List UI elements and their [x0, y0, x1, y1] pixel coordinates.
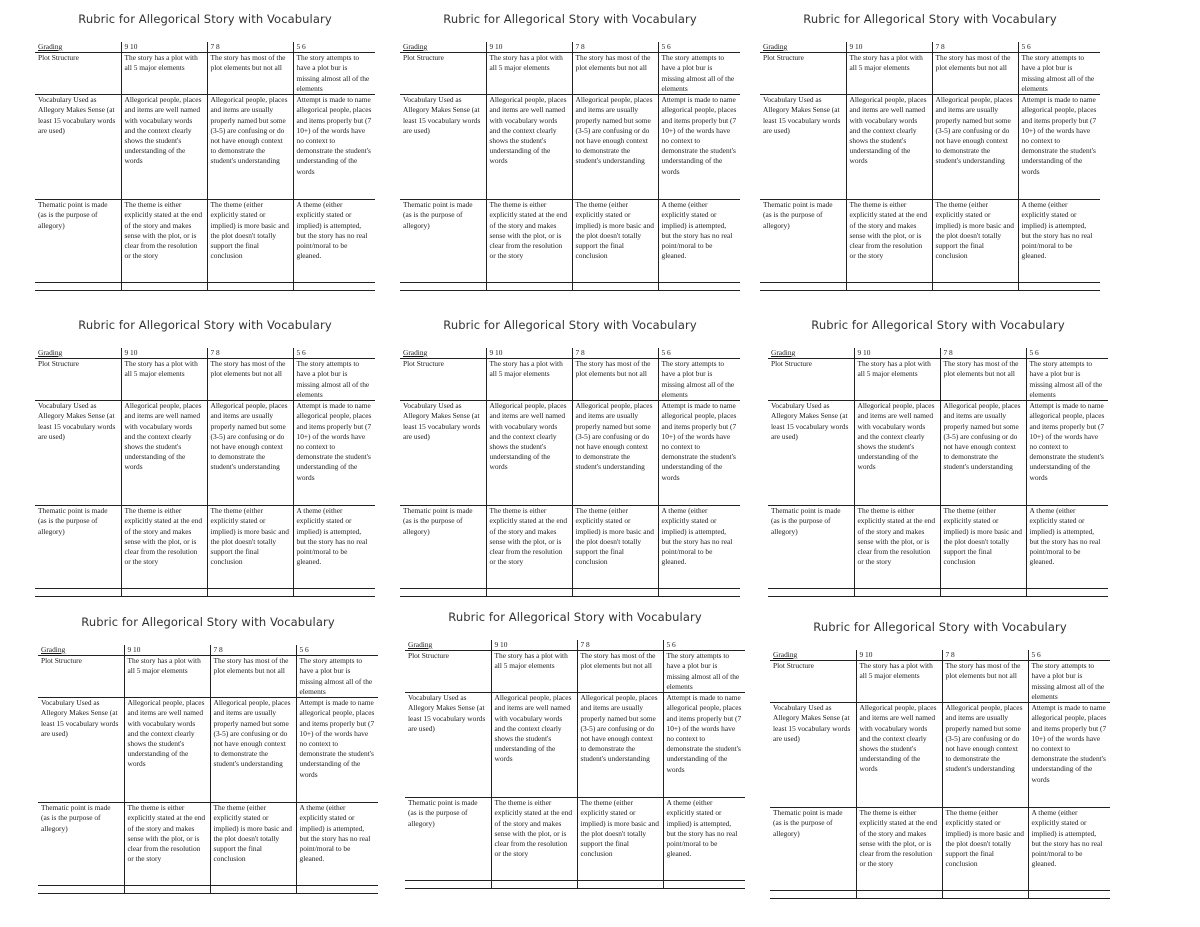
score-cell-9-10: Allegorical people, places and items are well named with vocabulary words and the context clearly shows the student's understanding of the words	[486, 95, 572, 200]
criterion-cell: Plot Structure	[770, 661, 856, 703]
rubric-row-plot-structure	[400, 53, 740, 95]
score-cell-9-10: Allegorical people, places and items are well named with vocabulary words and the context clearly shows the student's understanding of the words	[486, 401, 572, 506]
rubric-header-row	[400, 42, 740, 53]
score-cell-5-6: A theme (either explicitly stated or implied) is attempted, but the story has no real point/moral to be gleaned.	[296, 803, 378, 886]
rubric-row-plot-structure	[768, 359, 1108, 401]
header-9-10: 9 10	[854, 348, 940, 359]
rubric-row-plot-structure	[38, 656, 378, 698]
empty-cell	[400, 589, 486, 597]
empty-cell	[121, 589, 207, 597]
criterion-cell: Thematic point is made (as is the purpose of allegory)	[405, 798, 491, 881]
score-cell-5-6: The story attempts to have a plot bur is missing almost all of the elements	[1026, 359, 1108, 401]
header-5-6: 5 6	[293, 42, 375, 53]
score-cell-9-10: The theme is either explicitly stated at the end of the story and makes sense with the plot, or is clear from the resolution or the story	[854, 506, 940, 589]
header-5-6: 5 6	[658, 348, 740, 359]
score-cell-7-8: The story has most of the plot elements but not all	[210, 656, 296, 698]
rubric-row-plot-structure	[405, 651, 745, 693]
rubric-row-thematic-point	[400, 200, 740, 283]
rubric-panel	[770, 620, 1110, 899]
rubric-row-vocabulary	[770, 703, 1110, 808]
rubric-table	[35, 42, 375, 291]
score-cell-7-8: Allegorical people, places and items are usually properly named but some (3-5) are confusing or do not have enough context to demonstrate the student's understanding	[572, 401, 658, 506]
empty-cell	[856, 891, 942, 899]
score-cell-9-10: Allegorical people, places and items are well named with vocabulary words and the context clearly shows the student's understanding of the words	[121, 95, 207, 200]
rubric-title: Rubric for Allegorical Story with Vocabulary	[813, 620, 1067, 634]
score-cell-5-6: A theme (either explicitly stated or implied) is attempted, but the story has no real point/moral to be gleaned.	[293, 200, 375, 283]
header-9-10: 9 10	[486, 348, 572, 359]
rubric-title: Rubric for Allegorical Story with Vocabulary	[443, 12, 697, 26]
criterion-cell: Plot Structure	[38, 656, 124, 698]
header-7-8: 7 8	[207, 42, 293, 53]
empty-cell	[846, 283, 932, 291]
header-9-10: 9 10	[124, 645, 210, 656]
score-cell-9-10: The story has a plot with all 5 major elements	[854, 359, 940, 401]
score-cell-9-10: The theme is either explicitly stated at the end of the story and makes sense with the plot, or is clear from the resolution or the story	[486, 200, 572, 283]
rubric-empty-row	[770, 891, 1110, 899]
rubric-row-vocabulary	[38, 698, 378, 803]
empty-cell	[1026, 589, 1108, 597]
header-5-6: 5 6	[1026, 348, 1108, 359]
empty-cell	[400, 283, 486, 291]
score-cell-5-6: Attempt is made to name allegorical people, places and items properly but (7 10+) of the words have no context to demonstrate the student's understanding of the words	[1018, 95, 1100, 200]
rubric-title: Rubric for Allegorical Story with Vocabulary	[443, 318, 697, 332]
criterion-cell: Plot Structure	[400, 53, 486, 95]
score-cell-9-10: The story has a plot with all 5 major elements	[121, 359, 207, 401]
empty-cell	[121, 283, 207, 291]
score-cell-5-6: A theme (either explicitly stated or implied) is attempted, but the story has no real point/moral to be gleaned.	[293, 506, 375, 589]
header-grading: Grading	[35, 348, 121, 359]
rubric-header-row	[760, 42, 1100, 53]
score-cell-5-6: Attempt is made to name allegorical people, places and items properly but (7 10+) of the words have no context to demonstrate the student's understanding of the words	[296, 698, 378, 803]
rubric-row-thematic-point	[35, 200, 375, 283]
header-9-10: 9 10	[121, 348, 207, 359]
rubric-row-thematic-point	[760, 200, 1100, 283]
criterion-cell: Vocabulary Used as Allegory Makes Sense (at least 15 vocabulary words are used)	[35, 401, 121, 506]
rubric-table	[760, 42, 1100, 291]
criterion-cell: Thematic point is made (as is the purpose of allegory)	[38, 803, 124, 886]
score-cell-7-8: The theme (either explicitly stated or implied) is more basic and the plot doesn't totally support the final conclusion	[210, 803, 296, 886]
header-5-6: 5 6	[296, 645, 378, 656]
rubric-empty-row	[35, 283, 375, 291]
score-cell-7-8: The theme (either explicitly stated or implied) is more basic and the plot doesn't totally support the final conclusion	[572, 200, 658, 283]
score-cell-9-10: Allegorical people, places and items are well named with vocabulary words and the context clearly shows the student's understanding of the words	[124, 698, 210, 803]
criterion-cell: Plot Structure	[35, 359, 121, 401]
rubric-header-row	[35, 42, 375, 53]
rubric-row-plot-structure	[770, 661, 1110, 703]
header-grading: Grading	[768, 348, 854, 359]
score-cell-5-6: A theme (either explicitly stated or implied) is attempted, but the story has no real point/moral to be gleaned.	[1018, 200, 1100, 283]
rubric-row-thematic-point	[35, 506, 375, 589]
score-cell-5-6: The story attempts to have a plot bur is missing almost all of the elements	[663, 651, 745, 693]
score-cell-9-10: The theme is either explicitly stated at the end of the story and makes sense with the plot, or is clear from the resolution or the story	[124, 803, 210, 886]
empty-cell	[296, 886, 378, 894]
score-cell-7-8: The theme (either explicitly stated or implied) is more basic and the plot doesn't totally support the final conclusion	[940, 506, 1026, 589]
criterion-cell: Vocabulary Used as Allegory Makes Sense (at least 15 vocabulary words are used)	[38, 698, 124, 803]
empty-cell	[207, 589, 293, 597]
header-5-6: 5 6	[658, 42, 740, 53]
score-cell-7-8: Allegorical people, places and items are usually properly named but some (3-5) are confusing or do not have enough context to demonstrate the student's understanding	[207, 95, 293, 200]
criterion-cell: Plot Structure	[405, 651, 491, 693]
header-grading: Grading	[770, 650, 856, 661]
score-cell-5-6: A theme (either explicitly stated or implied) is attempted, but the story has no real point/moral to be gleaned.	[663, 798, 745, 881]
rubric-panel	[400, 318, 740, 597]
rubric-empty-row	[38, 886, 378, 894]
rubric-header-row	[38, 645, 378, 656]
rubric-row-thematic-point	[405, 798, 745, 881]
score-cell-5-6: Attempt is made to name allegorical people, places and items properly but (7 10+) of the words have no context to demonstrate the student's understanding of the words	[1026, 401, 1108, 506]
rubric-title: Rubric for Allegorical Story with Vocabulary	[78, 12, 332, 26]
empty-cell	[405, 881, 491, 889]
criterion-cell: Plot Structure	[400, 359, 486, 401]
header-7-8: 7 8	[210, 645, 296, 656]
score-cell-5-6: Attempt is made to name allegorical people, places and items properly but (7 10+) of the words have no context to demonstrate the student's understanding of the words	[663, 693, 745, 798]
score-cell-7-8: The story has most of the plot elements but not all	[572, 359, 658, 401]
empty-cell	[577, 881, 663, 889]
score-cell-5-6: The story attempts to have a plot bur is missing almost all of the elements	[658, 53, 740, 95]
score-cell-9-10: The theme is either explicitly stated at the end of the story and makes sense with the plot, or is clear from the resolution or the story	[856, 808, 942, 891]
header-9-10: 9 10	[856, 650, 942, 661]
empty-cell	[932, 283, 1018, 291]
criterion-cell: Vocabulary Used as Allegory Makes Sense (at least 15 vocabulary words are used)	[770, 703, 856, 808]
rubric-table	[768, 348, 1108, 597]
header-5-6: 5 6	[293, 348, 375, 359]
score-cell-7-8: The theme (either explicitly stated or implied) is more basic and the plot doesn't totally support the final conclusion	[207, 506, 293, 589]
header-5-6: 5 6	[1028, 650, 1110, 661]
empty-cell	[207, 283, 293, 291]
score-cell-9-10: The story has a plot with all 5 major elements	[856, 661, 942, 703]
score-cell-7-8: Allegorical people, places and items are usually properly named but some (3-5) are confusing or do not have enough context to demonstrate the student's understanding	[577, 693, 663, 798]
criterion-cell: Plot Structure	[35, 53, 121, 95]
rubric-table	[400, 348, 740, 597]
score-cell-5-6: The story attempts to have a plot bur is missing almost all of the elements	[296, 656, 378, 698]
criterion-cell: Vocabulary Used as Allegory Makes Sense (at least 15 vocabulary words are used)	[35, 95, 121, 200]
empty-cell	[940, 589, 1026, 597]
score-cell-7-8: Allegorical people, places and items are usually properly named but some (3-5) are confusing or do not have enough context to demonstrate the student's understanding	[932, 95, 1018, 200]
score-cell-7-8: The story has most of the plot elements but not all	[207, 53, 293, 95]
score-cell-7-8: The theme (either explicitly stated or implied) is more basic and the plot doesn't totally support the final conclusion	[572, 506, 658, 589]
rubric-row-thematic-point	[38, 803, 378, 886]
score-cell-5-6: Attempt is made to name allegorical people, places and items properly but (7 10+) of the words have no context to demonstrate the student's understanding of the words	[658, 401, 740, 506]
score-cell-7-8: The theme (either explicitly stated or implied) is more basic and the plot doesn't totally support the final conclusion	[207, 200, 293, 283]
rubric-row-plot-structure	[400, 359, 740, 401]
score-cell-9-10: Allegorical people, places and items are well named with vocabulary words and the context clearly shows the student's understanding of the words	[856, 703, 942, 808]
score-cell-9-10: The theme is either explicitly stated at the end of the story and makes sense with the plot, or is clear from the resolution or the story	[121, 506, 207, 589]
rubric-header-row	[770, 650, 1110, 661]
score-cell-5-6: The story attempts to have a plot bur is missing almost all of the elements	[1028, 661, 1110, 703]
header-5-6: 5 6	[663, 640, 745, 651]
score-cell-5-6: A theme (either explicitly stated or implied) is attempted, but the story has no real point/moral to be gleaned.	[658, 506, 740, 589]
rubric-row-vocabulary	[35, 401, 375, 506]
rubric-panel	[35, 12, 375, 291]
criterion-cell: Thematic point is made (as is the purpose of allegory)	[768, 506, 854, 589]
score-cell-9-10: Allegorical people, places and items are well named with vocabulary words and the context clearly shows the student's understanding of the words	[121, 401, 207, 506]
criterion-cell: Vocabulary Used as Allegory Makes Sense (at least 15 vocabulary words are used)	[405, 693, 491, 798]
score-cell-9-10: Allegorical people, places and items are well named with vocabulary words and the context clearly shows the student's understanding of the words	[854, 401, 940, 506]
score-cell-7-8: The theme (either explicitly stated or implied) is more basic and the plot doesn't totally support the final conclusion	[932, 200, 1018, 283]
header-9-10: 9 10	[491, 640, 577, 651]
empty-cell	[491, 881, 577, 889]
score-cell-5-6: Attempt is made to name allegorical people, places and items properly but (7 10+) of the words have no context to demonstrate the student's understanding of the words	[293, 95, 375, 200]
rubric-table	[400, 42, 740, 291]
score-cell-7-8: The story has most of the plot elements but not all	[942, 661, 1028, 703]
score-cell-7-8: Allegorical people, places and items are usually properly named but some (3-5) are confusing or do not have enough context to demonstrate the student's understanding	[940, 401, 1026, 506]
empty-cell	[486, 283, 572, 291]
score-cell-5-6: A theme (either explicitly stated or implied) is attempted, but the story has no real point/moral to be gleaned.	[1028, 808, 1110, 891]
header-grading: Grading	[38, 645, 124, 656]
score-cell-7-8: The story has most of the plot elements but not all	[207, 359, 293, 401]
score-cell-7-8: Allegorical people, places and items are usually properly named but some (3-5) are confusing or do not have enough context to demonstrate the student's understanding	[942, 703, 1028, 808]
empty-cell	[854, 589, 940, 597]
score-cell-5-6: A theme (either explicitly stated or implied) is attempted, but the story has no real point/moral to be gleaned.	[1026, 506, 1108, 589]
rubric-row-vocabulary	[400, 401, 740, 506]
rubric-row-thematic-point	[400, 506, 740, 589]
score-cell-9-10: The story has a plot with all 5 major elements	[486, 53, 572, 95]
rubric-row-thematic-point	[770, 808, 1110, 891]
rubric-table	[38, 645, 378, 894]
score-cell-7-8: The theme (either explicitly stated or implied) is more basic and the plot doesn't totally support the final conclusion	[577, 798, 663, 881]
score-cell-7-8: Allegorical people, places and items are usually properly named but some (3-5) are confusing or do not have enough context to demonstrate the student's understanding	[210, 698, 296, 803]
empty-cell	[35, 283, 121, 291]
criterion-cell: Vocabulary Used as Allegory Makes Sense (at least 15 vocabulary words are used)	[400, 401, 486, 506]
score-cell-5-6: A theme (either explicitly stated or implied) is attempted, but the story has no real point/moral to be gleaned.	[658, 200, 740, 283]
criterion-cell: Vocabulary Used as Allegory Makes Sense (at least 15 vocabulary words are used)	[760, 95, 846, 200]
rubric-title: Rubric for Allegorical Story with Vocabulary	[78, 318, 332, 332]
score-cell-9-10: The theme is either explicitly stated at the end of the story and makes sense with the plot, or is clear from the resolution or the story	[846, 200, 932, 283]
rubric-panel	[760, 12, 1100, 291]
rubric-title: Rubric for Allegorical Story with Vocabulary	[803, 12, 1057, 26]
score-cell-9-10: The theme is either explicitly stated at the end of the story and makes sense with the plot, or is clear from the resolution or the story	[121, 200, 207, 283]
score-cell-7-8: The theme (either explicitly stated or implied) is more basic and the plot doesn't totally support the final conclusion	[942, 808, 1028, 891]
criterion-cell: Thematic point is made (as is the purpose of allegory)	[400, 506, 486, 589]
header-7-8: 7 8	[572, 348, 658, 359]
header-9-10: 9 10	[486, 42, 572, 53]
criterion-cell: Thematic point is made (as is the purpose of allegory)	[400, 200, 486, 283]
rubric-empty-row	[405, 881, 745, 889]
empty-cell	[124, 886, 210, 894]
empty-cell	[663, 881, 745, 889]
score-cell-9-10: The theme is either explicitly stated at the end of the story and makes sense with the plot, or is clear from the resolution or the story	[486, 506, 572, 589]
header-5-6: 5 6	[1018, 42, 1100, 53]
rubric-empty-row	[768, 589, 1108, 597]
rubric-table	[405, 640, 745, 889]
header-9-10: 9 10	[121, 42, 207, 53]
criterion-cell: Plot Structure	[768, 359, 854, 401]
score-cell-7-8: Allegorical people, places and items are usually properly named but some (3-5) are confusing or do not have enough context to demonstrate the student's understanding	[207, 401, 293, 506]
header-grading: Grading	[35, 42, 121, 53]
score-cell-7-8: The story has most of the plot elements but not all	[572, 53, 658, 95]
score-cell-7-8: The story has most of the plot elements but not all	[940, 359, 1026, 401]
header-grading: Grading	[405, 640, 491, 651]
score-cell-9-10: The story has a plot with all 5 major elements	[846, 53, 932, 95]
empty-cell	[486, 589, 572, 597]
rubric-title: Rubric for Allegorical Story with Vocabulary	[448, 610, 702, 624]
header-7-8: 7 8	[577, 640, 663, 651]
score-cell-7-8: The story has most of the plot elements but not all	[932, 53, 1018, 95]
empty-cell	[1028, 891, 1110, 899]
rubric-panel	[35, 318, 375, 597]
score-cell-5-6: Attempt is made to name allegorical people, places and items properly but (7 10+) of the words have no context to demonstrate the student's understanding of the words	[658, 95, 740, 200]
score-cell-7-8: Allegorical people, places and items are usually properly named but some (3-5) are confusing or do not have enough context to demonstrate the student's understanding	[572, 95, 658, 200]
rubric-panel	[400, 12, 740, 291]
rubric-table	[770, 650, 1110, 899]
empty-cell	[760, 283, 846, 291]
rubric-row-vocabulary	[35, 95, 375, 200]
score-cell-7-8: The story has most of the plot elements but not all	[577, 651, 663, 693]
empty-cell	[658, 589, 740, 597]
header-7-8: 7 8	[940, 348, 1026, 359]
header-grading: Grading	[400, 42, 486, 53]
rubric-empty-row	[760, 283, 1100, 291]
empty-cell	[293, 283, 375, 291]
score-cell-9-10: The theme is either explicitly stated at the end of the story and makes sense with the plot, or is clear from the resolution or the story	[491, 798, 577, 881]
rubric-row-vocabulary	[760, 95, 1100, 200]
rubric-title: Rubric for Allegorical Story with Vocabulary	[81, 615, 335, 629]
criterion-cell: Thematic point is made (as is the purpose of allegory)	[770, 808, 856, 891]
empty-cell	[572, 283, 658, 291]
rubric-row-vocabulary	[400, 95, 740, 200]
header-7-8: 7 8	[932, 42, 1018, 53]
empty-cell	[768, 589, 854, 597]
criterion-cell: Thematic point is made (as is the purpose of allegory)	[35, 506, 121, 589]
header-9-10: 9 10	[846, 42, 932, 53]
header-7-8: 7 8	[942, 650, 1028, 661]
header-7-8: 7 8	[207, 348, 293, 359]
header-7-8: 7 8	[572, 42, 658, 53]
rubric-empty-row	[400, 589, 740, 597]
empty-cell	[293, 589, 375, 597]
score-cell-9-10: The story has a plot with all 5 major elements	[121, 53, 207, 95]
rubric-row-thematic-point	[768, 506, 1108, 589]
rubric-title: Rubric for Allegorical Story with Vocabulary	[811, 318, 1065, 332]
score-cell-5-6: The story attempts to have a plot bur is missing almost all of the elements	[293, 359, 375, 401]
criterion-cell: Thematic point is made (as is the purpose of allegory)	[760, 200, 846, 283]
rubric-panel	[405, 610, 745, 889]
rubric-panel	[768, 318, 1108, 597]
score-cell-9-10: The story has a plot with all 5 major elements	[124, 656, 210, 698]
empty-cell	[572, 589, 658, 597]
rubric-panel	[38, 615, 378, 894]
header-grading: Grading	[400, 348, 486, 359]
rubric-table	[35, 348, 375, 597]
rubric-row-plot-structure	[35, 53, 375, 95]
empty-cell	[942, 891, 1028, 899]
score-cell-5-6: Attempt is made to name allegorical people, places and items properly but (7 10+) of the words have no context to demonstrate the student's understanding of the words	[1028, 703, 1110, 808]
header-grading: Grading	[760, 42, 846, 53]
score-cell-5-6: Attempt is made to name allegorical people, places and items properly but (7 10+) of the words have no context to demonstrate the student's understanding of the words	[293, 401, 375, 506]
criterion-cell: Vocabulary Used as Allegory Makes Sense (at least 15 vocabulary words are used)	[768, 401, 854, 506]
score-cell-5-6: The story attempts to have a plot bur is missing almost all of the elements	[658, 359, 740, 401]
rubric-empty-row	[35, 589, 375, 597]
empty-cell	[35, 589, 121, 597]
score-cell-5-6: The story attempts to have a plot bur is missing almost all of the elements	[293, 53, 375, 95]
rubric-row-vocabulary	[768, 401, 1108, 506]
rubric-header-row	[768, 348, 1108, 359]
score-cell-9-10: The story has a plot with all 5 major elements	[486, 359, 572, 401]
score-cell-5-6: The story attempts to have a plot bur is missing almost all of the elements	[1018, 53, 1100, 95]
rubric-header-row	[35, 348, 375, 359]
empty-cell	[1018, 283, 1100, 291]
rubric-empty-row	[400, 283, 740, 291]
score-cell-9-10: Allegorical people, places and items are well named with vocabulary words and the context clearly shows the student's understanding of the words	[846, 95, 932, 200]
criterion-cell: Plot Structure	[760, 53, 846, 95]
criterion-cell: Vocabulary Used as Allegory Makes Sense (at least 15 vocabulary words are used)	[400, 95, 486, 200]
rubric-row-plot-structure	[760, 53, 1100, 95]
criterion-cell: Thematic point is made (as is the purpose of allegory)	[35, 200, 121, 283]
score-cell-9-10: Allegorical people, places and items are well named with vocabulary words and the context clearly shows the student's understanding of the words	[491, 693, 577, 798]
rubric-row-plot-structure	[35, 359, 375, 401]
empty-cell	[770, 891, 856, 899]
rubric-header-row	[400, 348, 740, 359]
empty-cell	[658, 283, 740, 291]
rubric-row-vocabulary	[405, 693, 745, 798]
rubric-header-row	[405, 640, 745, 651]
empty-cell	[210, 886, 296, 894]
score-cell-9-10: The story has a plot with all 5 major elements	[491, 651, 577, 693]
empty-cell	[38, 886, 124, 894]
